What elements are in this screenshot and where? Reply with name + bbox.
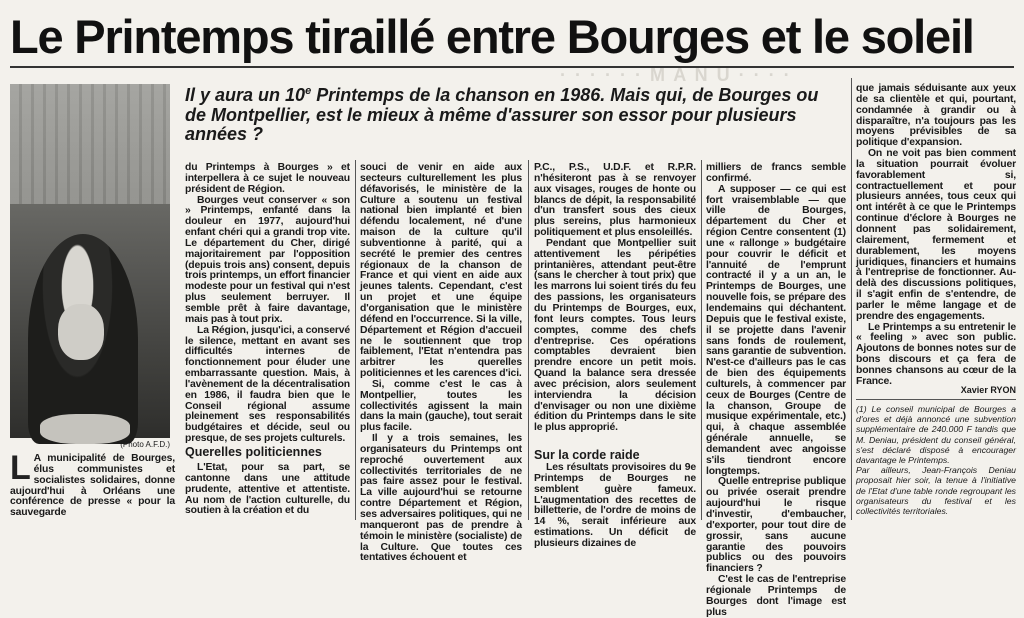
- paragraph: Pendant que Montpellier suit attentivement les péripéties printanières, attendant peut-être (sans le chercher à tout prix) que les marrons lui soient tirés du feu des passions, les organisateurs du Printemps de Bourges, eux, font leurs comptes. Tous leurs comptes, comme des chefs d'entreprise. Ces opérations comptables devraient bien prendre encore un petit mois. Quand la balance sera dressée avec précision, alors seulement interviendra la décision d'envisager ou non une dixième édition du Printemps dans le site le plus approprié.: [534, 237, 696, 434]
- column-divider: [355, 160, 356, 520]
- article-column-5: [706, 162, 846, 618]
- lead-text-before: Il y aura un 10: [185, 85, 306, 105]
- footnote: Par ailleurs, Jean-François Deniau proposait hier soir, la tenue à l'initiative de l'Etat d'une table ronde regroupant les organisateurs du festival et les collectivités territoriales.: [856, 465, 1016, 517]
- paragraph: C'est le cas de l'entreprise régionale Printemps de Bourges dont l'image est plus: [706, 574, 846, 618]
- lead-paragraph: [185, 86, 841, 156]
- intro-column: [10, 449, 175, 520]
- lead-text-after: Printemps de la chanson en 1986. Mais qui, de Bourges ou de Montpellier, est le mieux à même d'assurer son essor pour plusieurs années ?: [185, 85, 819, 144]
- footnotes: [856, 404, 1016, 521]
- drop-cap: L: [10, 449, 31, 487]
- photo-face: [58, 304, 104, 360]
- column-divider: [851, 78, 852, 520]
- show-through-text: · · · · · · M A N U · · · ·: [560, 65, 792, 85]
- paragraph: A supposer — ce qui est fort vraisemblable — que ville de Bourges, département du Cher et région Centre consentent (1) une « rallonge » budgétaire pour couvrir le déficit et l'annuité de l'emprunt contracté il y a un an, le Printemps de Bourges, une nouvelle fois, se prépare des lendemains qui déchantent. Depuis que le festival existe, il se projette dans l'avenir sans fonds de roulement, sans garantie de subvention. N'est-ce d'ailleurs pas le cas de bien des équipements culturels, à commencer par ceux de Bourges (Centre de la chanson, Groupe de musique expérimentale, etc.) qui, à chaque assemblée générale annuelle, se demandent avec angoisse s'ils tiendront encore longtemps.: [706, 183, 846, 477]
- column-divider: [528, 160, 529, 520]
- lead-superscript: e: [305, 85, 312, 97]
- paragraph: Les résultats provisoires du 9e Printemps de Bourges ne semblent guère fameux. L'augmentation des recettes de billetterie, de l'ordre de moins de 14 %, serait inférieure aux estimations. Un déficit de plusieurs dizaines de: [534, 462, 696, 549]
- paragraph: L'Etat, pour sa part, se cantonne dans une attitude prudente, attentive et attentiste. Au nom de l'action culturelle, du soutien à la création et du: [185, 462, 350, 517]
- paragraph: que jamais séduisante aux yeux de sa clientèle et qui, pourtant, condamnée à grandir ou à disparaître, n'a toujours pas les moyens prévisibles de sa politique d'expansion.: [856, 83, 1016, 149]
- article-column-2b: [185, 463, 350, 521]
- subhead-corde-raide: Sur la corde raide: [534, 448, 640, 462]
- column-divider: [701, 160, 702, 520]
- footnote: (1) Le conseil municipal de Bourges a d'ores et déjà annoncé une subvention supplémentaire de 240.000 F tandis que M. Deniau, président du conseil général, s'est déclaré disposé à encourager davantage le Printemps.: [856, 404, 1016, 466]
- article-column-3: [360, 162, 522, 564]
- intro-text: A municipalité de Bourges, élus communistes et socialistes solidaires, donne aujourd'hui à Orléans une conférence de presse « pour la sauvegarde: [10, 453, 175, 519]
- article-column-2: [185, 162, 350, 445]
- article-photo: [10, 84, 170, 438]
- note-rule: [856, 399, 1016, 400]
- photo-credit: (Photo A.F.D.): [120, 440, 170, 449]
- paragraph: Il y a trois semaines, les organisateurs du Printemps ont reproché ouvertement aux collectivités territoriales de ne pas faire assez pour le festival. La ville aujourd'hui se retourne contre Département et Région, ses adversaires politiques, qui ne manqueront pas de prendre à témoin le ministère (socialiste) de la Culture. Que toutes ces tentatives échouent et: [360, 433, 522, 564]
- paragraph: Si, comme c'est le cas à Montpellier, toutes les collectivités agissent la main dans la main (gauche), tout serait plus facile.: [360, 378, 522, 434]
- author-signature: Xavier RYON: [960, 385, 1016, 395]
- article-column-4: [534, 163, 696, 441]
- article-column-4b: [534, 462, 696, 549]
- paragraph: milliers de francs semble confirmé.: [706, 162, 846, 184]
- headline: Le Printemps tiraillé entre Bourges et le soleil: [10, 10, 974, 63]
- paragraph: La Région, jusqu'ici, a conservé le silence, mettant en avant ses difficultés internes de fonctionnement pour éluder une embarrassante question. Mais, à l'avènement de la décentralisation en 1986, il faudra bien que le Conseil régional assume pleinement ses responsabilités budgétaires et décide, seul ou presque, de ses projets culturels.: [185, 324, 350, 445]
- paragraph: Quelle entreprise publique ou privée oserait prendre aujourd'hui le risque d'investir, d'embaucher, d'exporter, pour tout dire de grossir, sans aucune garantie des pouvoirs publics ou des pouvoirs financiers ?: [706, 476, 846, 575]
- paragraph: souci de venir en aide aux secteurs culturellement les plus défavorisés, le ministère de la Culture a soutenu un festival national bien implanté et bien défendu localement, né d'une maison de la culture qu'il subventionne à parité, qui a secrété le premier des centres régionaux de la chanson de France et qui vient en aide aux jeunes talents. Cependant, c'est un projet et une équipe d'organisation que le ministère défend en l'occurrence. Si la ville, Département et Région d'accueil ne le soutiennent que trop faiblement, l'Etat n'entendra pas arbitrer les querelles politiciennes et les carences d'ici.: [360, 162, 522, 380]
- paragraph: Bourges veut conserver « son » Printemps, enfanté dans la douleur en 1977, aujourd'hui enfant chéri qui a grandi trop vite. Le département du Cher, dirigé majoritairement par l'opposition (depuis trois ans) consent, depuis trois printemps, un effort financier modeste pour un festival qui n'est plus seulement berruyer. Il semble prêt à faire davantage, mais pas à tout prix.: [185, 194, 350, 325]
- photo-background-panel: [10, 84, 170, 204]
- subhead-querelles: Querelles politiciennes: [185, 445, 322, 459]
- paragraph: du Printemps à Bourges » et interpellera à ce sujet le nouveau président de Région.: [185, 162, 350, 195]
- paragraph: Le Printemps a su entretenir le « feeling » avec son public. Ajoutons de bonnes notes sur de bons discours et ça fera de bonnes chansons au cœur de la France.: [856, 321, 1016, 387]
- paragraph: On ne voit pas bien comment la situation pourrait évoluer favorablement si, contractuellement et pour plusieurs années, tous ceux qui ont intérêt à ce que le Printemps continue d'éclore à Bourges ne donnent pas solidairement, clairement, fermement et durablement, les moyens juridiques, financiers et humains à l'entreprise de fonctionner. Au-delà des discussions politiques, il s'agit enfin de s'entendre, de parler le même langage et de prendre des engagements.: [856, 148, 1016, 322]
- paragraph: P.C., P.S., U.D.F. et R.P.R. n'hésiteront pas à se renvoyer aux visages, rouges de honte ou blancs de dépit, la responsabilité d'un transfert sous des cieux plus sereins, plus harmonieux politiquement et plus ensoleillés.: [534, 162, 696, 239]
- article-column-6: [856, 83, 1016, 387]
